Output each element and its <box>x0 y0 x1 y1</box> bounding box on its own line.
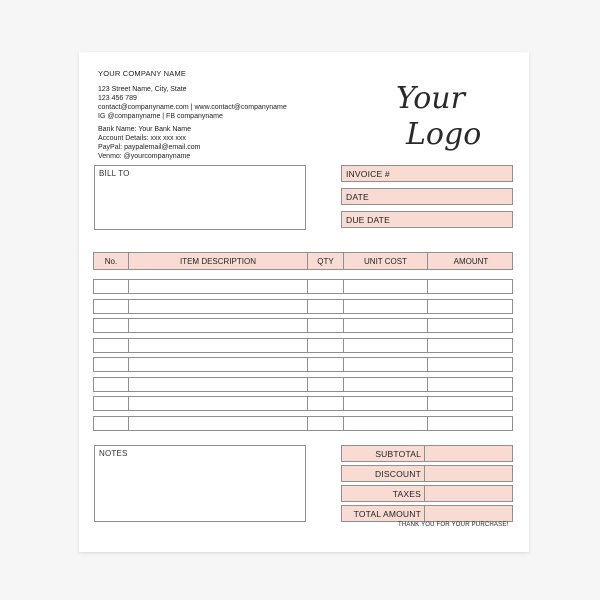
table-cell[interactable] <box>344 358 428 371</box>
table-row[interactable] <box>93 396 513 411</box>
discount-label: DISCOUNT <box>342 466 425 481</box>
table-cell[interactable] <box>129 358 308 371</box>
table-cell[interactable] <box>129 300 308 313</box>
table-cell[interactable] <box>344 319 428 332</box>
header-qty: QTY <box>308 253 344 269</box>
header-item-description: ITEM DESCRIPTION <box>129 253 308 269</box>
table-cell[interactable] <box>344 417 428 430</box>
table-cell[interactable] <box>94 339 129 352</box>
table-cell[interactable] <box>94 319 129 332</box>
total-amount-row[interactable] <box>341 505 513 522</box>
invoice-number-label: INVOICE # <box>346 169 390 179</box>
table-cell[interactable] <box>129 378 308 391</box>
logo-line-2: Logo <box>406 117 482 152</box>
company-name: YOUR COMPANY NAME <box>98 69 187 78</box>
table-cell[interactable] <box>94 300 129 313</box>
table-cell[interactable] <box>428 339 514 352</box>
table-cell[interactable] <box>308 378 344 391</box>
table-cell[interactable] <box>129 339 308 352</box>
table-cell[interactable] <box>428 397 514 410</box>
bank-account: Account Details: xxx xxx xxx <box>98 135 186 142</box>
taxes-row[interactable] <box>341 485 513 502</box>
table-cell[interactable] <box>129 417 308 430</box>
subtotal-label: SUBTOTAL <box>342 446 425 461</box>
bill-to-label: BILL TO <box>99 169 130 178</box>
table-row[interactable] <box>93 357 513 372</box>
logo-line-1: Your <box>396 81 465 116</box>
header-unit-cost: UNIT COST <box>344 253 428 269</box>
table-cell[interactable] <box>344 397 428 410</box>
logo-placeholder <box>392 74 482 156</box>
table-cell[interactable] <box>308 280 344 293</box>
table-cell[interactable] <box>94 417 129 430</box>
table-cell[interactable] <box>94 378 129 391</box>
table-cell[interactable] <box>344 378 428 391</box>
table-cell[interactable] <box>129 319 308 332</box>
taxes-label: TAXES <box>342 486 425 501</box>
bank-name: Bank Name: Your Bank Name <box>98 126 191 133</box>
table-cell[interactable] <box>344 300 428 313</box>
table-cell[interactable] <box>308 300 344 313</box>
date-label: DATE <box>346 192 369 202</box>
table-cell[interactable] <box>428 280 514 293</box>
company-address: 123 Street Name, City, State <box>98 86 187 93</box>
due-date-field[interactable] <box>341 211 513 228</box>
table-cell[interactable] <box>428 358 514 371</box>
company-phone: 123 456 789 <box>98 95 137 102</box>
table-cell[interactable] <box>94 397 129 410</box>
due-date-label: DUE DATE <box>346 215 390 225</box>
table-cell[interactable] <box>129 397 308 410</box>
table-cell[interactable] <box>94 280 129 293</box>
table-row[interactable] <box>93 377 513 392</box>
company-contact: contact@companyname.com | www.contact@companyname <box>98 104 287 111</box>
subtotal-row[interactable] <box>341 445 513 462</box>
table-row[interactable] <box>93 299 513 314</box>
header-no: No. <box>94 253 129 269</box>
table-row[interactable] <box>93 318 513 333</box>
notes-box[interactable] <box>94 445 306 522</box>
table-cell[interactable] <box>428 300 514 313</box>
venmo: Venmo: @yourcompanyname <box>98 153 191 160</box>
table-cell[interactable] <box>94 358 129 371</box>
paypal: PayPal: paypalemail@email.com <box>98 144 201 151</box>
table-row[interactable] <box>93 338 513 353</box>
items-table-header <box>93 252 513 270</box>
bill-to-box[interactable] <box>94 165 306 230</box>
table-cell[interactable] <box>344 339 428 352</box>
header-amount: AMOUNT <box>453 256 489 266</box>
table-cell[interactable] <box>308 417 344 430</box>
table-row[interactable] <box>93 279 513 294</box>
table-cell[interactable] <box>129 280 308 293</box>
table-cell[interactable] <box>428 319 514 332</box>
table-row[interactable] <box>93 416 513 431</box>
discount-row[interactable] <box>341 465 513 482</box>
table-cell[interactable] <box>308 358 344 371</box>
table-cell[interactable] <box>428 378 514 391</box>
date-field[interactable] <box>341 188 513 205</box>
notes-label: NOTES <box>99 449 128 458</box>
invoice-number-field[interactable] <box>341 165 513 182</box>
table-cell[interactable] <box>344 280 428 293</box>
table-cell[interactable] <box>428 417 514 430</box>
table-cell[interactable] <box>308 319 344 332</box>
thank-you-note: THANK YOU FOR YOUR PURCHASE! <box>398 522 509 528</box>
company-social: IG @companyname | FB companyname <box>98 113 223 120</box>
table-cell[interactable] <box>308 397 344 410</box>
table-cell[interactable] <box>308 339 344 352</box>
total-amount-label: TOTAL AMOUNT <box>342 506 425 521</box>
